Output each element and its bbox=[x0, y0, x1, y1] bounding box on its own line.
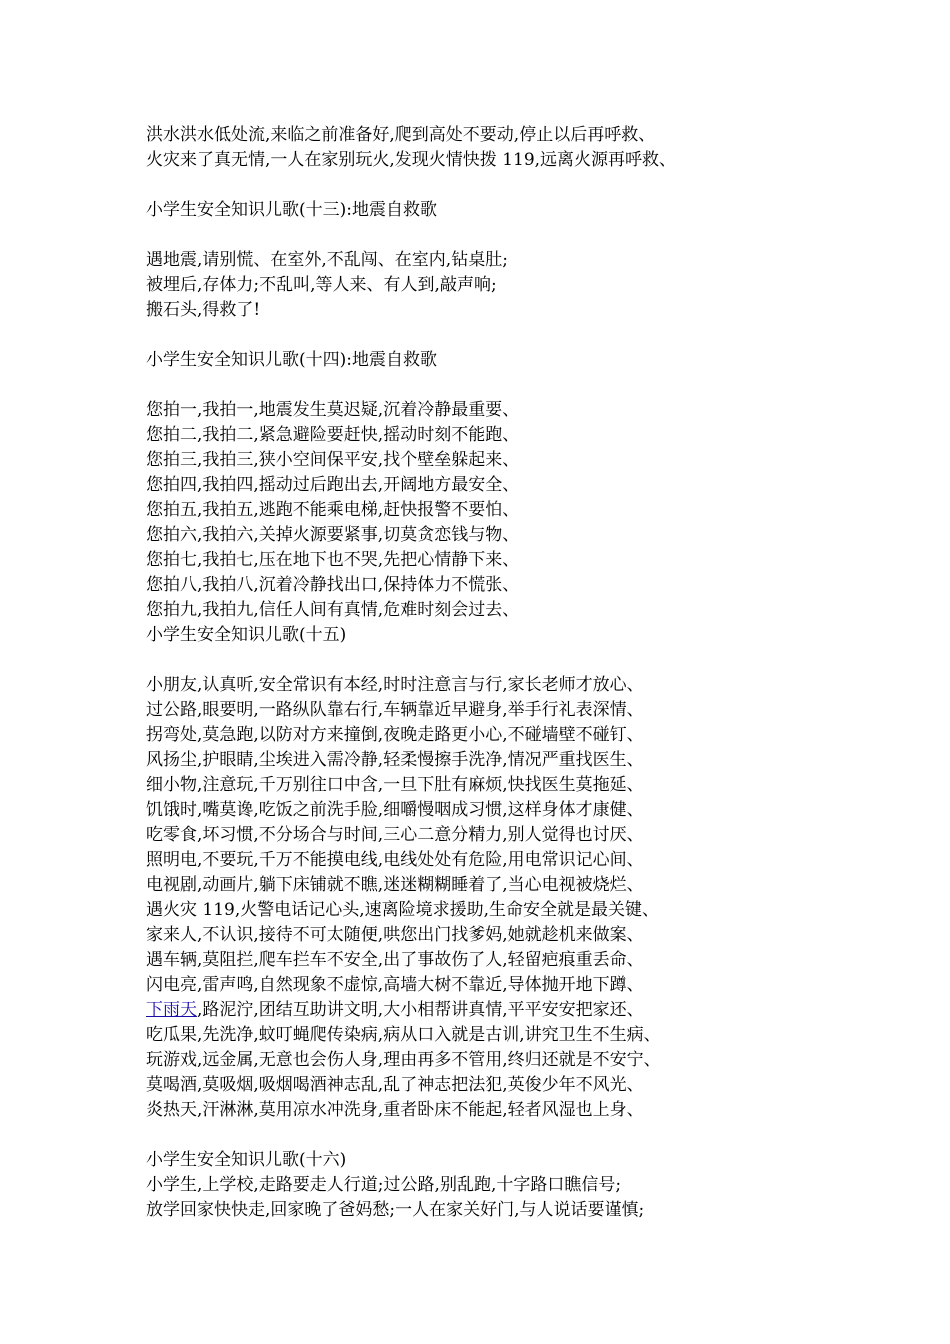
text-line: 小朋友,认真听,安全常识有本经,时时注意言与行,家长老师才放心、 bbox=[146, 675, 644, 695]
text-line-rest: ,路泥泞,团结互助讲文明,大小相帮讲真情,平平安安把家还、 bbox=[197, 1000, 644, 1020]
text-line: 遇地震,请别慌、在室外,不乱闯、在室内,钻桌肚; bbox=[146, 250, 508, 270]
section-title: 小学生安全知识儿歌(十三):地震自救歌 bbox=[146, 200, 437, 220]
text-line: 您拍二,我拍二,紧急避险要赶快,摇动时刻不能跑、 bbox=[146, 425, 520, 445]
rainy-day-link[interactable]: 下雨天 bbox=[146, 1000, 197, 1020]
paragraph-gap bbox=[146, 323, 846, 348]
section-title: 小学生安全知识儿歌(十四):地震自救歌 bbox=[146, 350, 437, 370]
text-line: 拐弯处,莫急跑,以防对方来撞倒,夜晚走路更小心,不碰墙壁不碰钉、 bbox=[146, 725, 644, 745]
text-line: 被埋后,存体力;不乱叫,等人来、有人到,敲声响; bbox=[146, 275, 497, 295]
paragraph-gap bbox=[146, 223, 846, 248]
text-line: 火灾来了真无情,一人在家别玩火,发现火情快拨 119,远离火源再呼救、 bbox=[146, 150, 677, 170]
text-line: 您拍一,我拍一,地震发生莫迟疑,沉着冷静最重要、 bbox=[146, 400, 520, 420]
text-line: 闪电亮,雷声鸣,自然现象不虚惊,高墙大树不靠近,导体抛开地下蹲、 bbox=[146, 975, 644, 995]
text-line: 放学回家快快走,回家晚了爸妈愁;一人在家关好门,与人说话要谨慎; bbox=[146, 1200, 645, 1220]
paragraph-gap bbox=[146, 173, 846, 198]
text-line: 您拍七,我拍七,压在地下也不哭,先把心情静下来、 bbox=[146, 550, 520, 570]
text-line: 搬石头,得救了! bbox=[146, 300, 261, 320]
text-line: 您拍八,我拍八,沉着冷静找出口,保持体力不慌张、 bbox=[146, 575, 520, 595]
text-line: 家来人,不认识,接待不可太随便,哄您出门找爹妈,她就趁机来做案、 bbox=[146, 925, 644, 945]
paragraph-gap bbox=[146, 373, 846, 398]
text-line: 玩游戏,远金属,无意也会伤人身,理由再多不管用,终归还就是不安宁、 bbox=[146, 1050, 661, 1070]
text-line: 您拍三,我拍三,狭小空间保平安,找个壁垒躲起来、 bbox=[146, 450, 520, 470]
text-line: 过公路,眼要明,一路纵队靠右行,车辆靠近早避身,举手行礼表深情、 bbox=[146, 700, 644, 720]
text-line: 饥饿时,嘴莫谗,吃饭之前洗手脸,细嚼慢咽成习惯,这样身体才康健、 bbox=[146, 800, 644, 820]
text-line: 您拍九,我拍九,信任人间有真情,危难时刻会过去、 bbox=[146, 600, 520, 620]
document-body bbox=[146, 123, 846, 1223]
text-line-with-link bbox=[146, 998, 846, 1023]
section-title: 小学生安全知识儿歌(十六) bbox=[146, 1150, 347, 1170]
text-line: 照明电,不要玩,千万不能摸电线,电线处处有危险,用电常识记心间、 bbox=[146, 850, 644, 870]
text-line: 莫喝酒,莫吸烟,吸烟喝酒神志乱,乱了神志把法犯,英俊少年不风光、 bbox=[146, 1075, 644, 1095]
text-line: 风扬尘,护眼睛,尘埃进入需冷静,轻柔慢擦手洗净,情况严重找医生、 bbox=[146, 750, 644, 770]
text-line: 您拍六,我拍六,关掉火源要紧事,切莫贪恋钱与物、 bbox=[146, 525, 520, 545]
text-line: 您拍四,我拍四,摇动过后跑出去,开阔地方最安全、 bbox=[146, 475, 520, 495]
text-line: 您拍五,我拍五,逃跑不能乘电梯,赶快报警不要怕、 bbox=[146, 500, 520, 520]
paragraph-gap bbox=[146, 1123, 846, 1148]
text-line: 吃瓜果,先洗净,蚊叮蝇爬传染病,病从口入就是古训,讲究卫生不生病、 bbox=[146, 1025, 661, 1045]
text-line: 电视剧,动画片,躺下床铺就不瞧,迷迷糊糊睡着了,当心电视被烧烂、 bbox=[146, 875, 644, 895]
text-line: 洪水洪水低处流,来临之前准备好,爬到高处不要动,停止以后再呼救、 bbox=[146, 125, 656, 145]
text-line: 遇车辆,莫阻拦,爬车拦车不安全,出了事故伤了人,轻留疤痕重丢命、 bbox=[146, 950, 644, 970]
text-line: 小学生,上学校,走路要走人行道;过公路,别乱跑,十字路口瞧信号; bbox=[146, 1175, 622, 1195]
section-title: 小学生安全知识儿歌(十五) bbox=[146, 625, 347, 645]
text-line: 炎热天,汗淋淋,莫用凉水冲洗身,重者卧床不能起,轻者风湿也上身、 bbox=[146, 1100, 644, 1120]
text-line: 吃零食,坏习惯,不分场合与时间,三心二意分精力,别人觉得也讨厌、 bbox=[146, 825, 644, 845]
text-line: 细小物,注意玩,千万别往口中含,一旦下肚有麻烦,快找医生莫拖延、 bbox=[146, 775, 644, 795]
text-line: 遇火灾 119,火警电话记心头,速离险境求援助,生命安全就是最关键、 bbox=[146, 900, 660, 920]
paragraph-gap bbox=[146, 648, 846, 673]
